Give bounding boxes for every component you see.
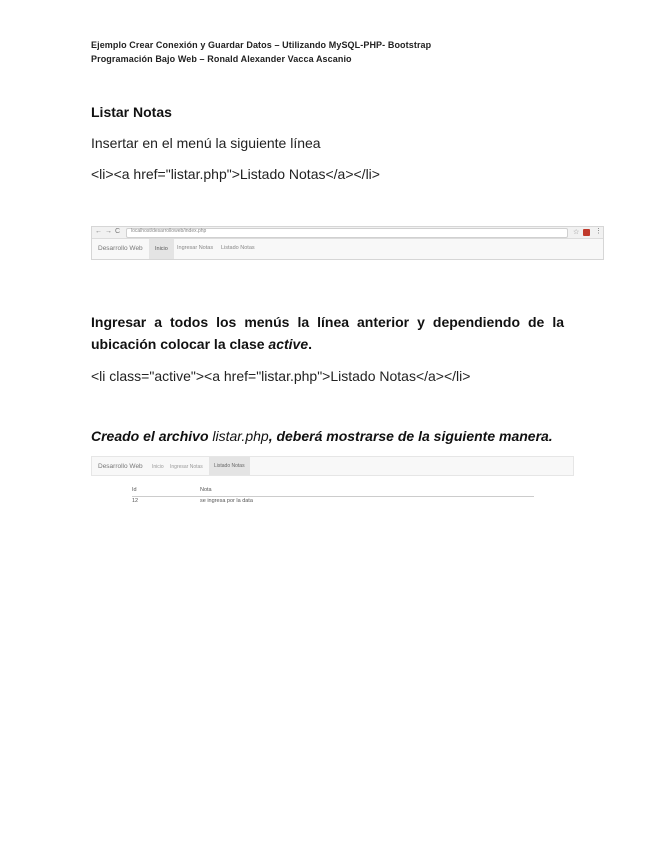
nav-item-listado-notas: Listado Notas bbox=[221, 245, 255, 251]
paragraph-text: Ingresar a todos los menús la línea anterior y dependiendo de la ubicación colocar la clase bbox=[91, 314, 564, 352]
nav-item-inicio: Inicio bbox=[149, 239, 174, 259]
table-header-row bbox=[132, 486, 534, 497]
result-screenshot bbox=[91, 456, 574, 518]
table-header-id: Id bbox=[132, 487, 137, 493]
notes-table bbox=[132, 486, 534, 507]
table-header-nota: Nota bbox=[200, 487, 212, 493]
result-nav-item-inicio: Inicio bbox=[152, 464, 164, 470]
result-nav-item-ingresar-notas: Ingresar Notas bbox=[170, 464, 203, 470]
document-header-line-2: Programación Bajo Web – Ronald Alexander Vacca Ascanio bbox=[91, 54, 352, 64]
created-text-2: , deberá mostrarse de la siguiente manera. bbox=[268, 428, 553, 444]
instruction-text: Insertar en el menú la siguiente línea bbox=[91, 135, 321, 151]
paragraph-period: . bbox=[308, 336, 313, 352]
code-line-2: <li class="active"><a href="listar.php">Listado Notas</a></li> bbox=[91, 368, 471, 384]
created-filename: listar.php bbox=[212, 428, 269, 444]
code-line-1: <li><a href="listar.php">Listado Notas</a></li> bbox=[91, 166, 380, 182]
table-cell-id: 12 bbox=[132, 498, 139, 504]
bookmark-star-icon: ☆ bbox=[573, 229, 580, 236]
address-bar-url: localhost/desarrolloweb/index.php bbox=[131, 228, 207, 234]
site-navbar bbox=[92, 239, 603, 259]
navbar-brand: Desarrollo Web bbox=[98, 245, 143, 252]
result-nav-item-listado-notas: Listado Notas bbox=[209, 457, 250, 475]
instruction-paragraph bbox=[91, 311, 564, 355]
section-title: Listar Notas bbox=[91, 104, 172, 120]
result-navbar bbox=[91, 456, 574, 476]
created-file-heading bbox=[91, 428, 553, 444]
nav-item-ingresar-notas: Ingresar Notas bbox=[177, 245, 214, 251]
result-navbar-brand: Desarrollo Web bbox=[98, 463, 143, 470]
browser-toolbar bbox=[92, 227, 603, 239]
browser-screenshot bbox=[91, 226, 604, 260]
paragraph-active-class: active bbox=[268, 336, 309, 352]
reload-icon: C bbox=[115, 228, 121, 235]
table-cell-nota: se ingresa por la data bbox=[200, 498, 253, 504]
document-header-line-1: Ejemplo Crear Conexión y Guardar Datos – Utilizando MySQL-PHP- Bootstrap bbox=[91, 40, 432, 50]
address-bar bbox=[126, 228, 568, 238]
created-text-1: Creado el archivo bbox=[91, 428, 213, 444]
back-icon: ← bbox=[95, 228, 102, 235]
forward-icon: → bbox=[105, 228, 112, 235]
table-row bbox=[132, 497, 534, 507]
extension-icon bbox=[583, 229, 590, 236]
menu-kebab-icon: ⋮ bbox=[595, 228, 602, 235]
